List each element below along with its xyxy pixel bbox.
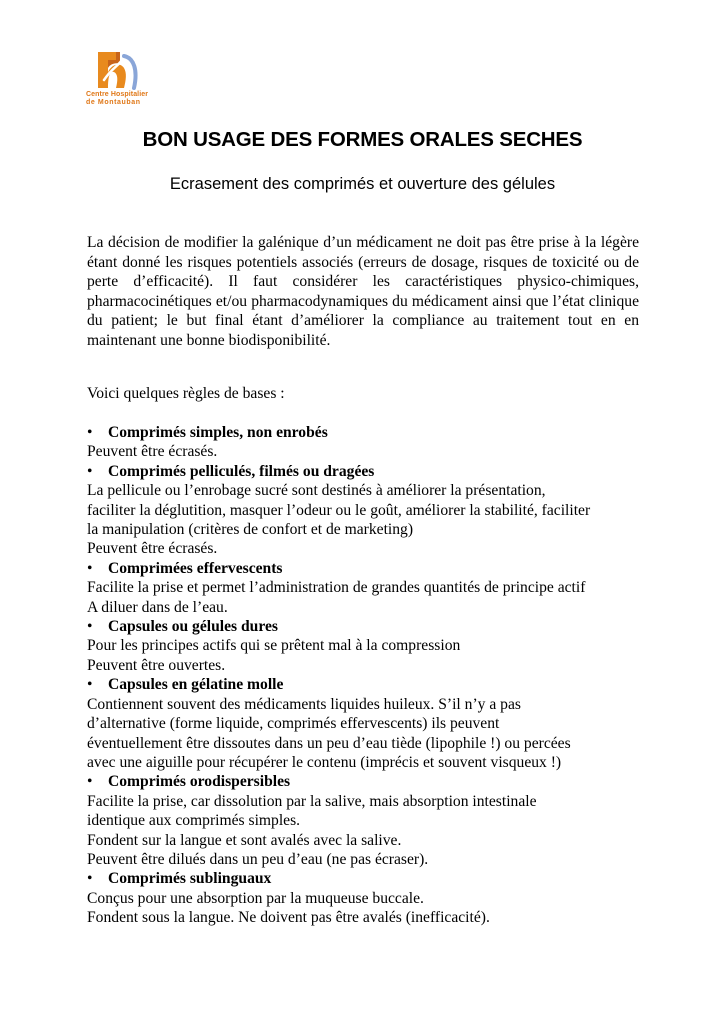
rule-line: Pour les principes actifs qui se prêtent mal à la compression [87,637,461,655]
logo-text-line1: Centre Hospitalier [86,91,149,98]
rule-heading-text: Comprimés simples, non enrobés [108,424,328,441]
rule-line: Peuvent être écrasés. [87,443,218,461]
rule-line: La pellicule ou l’enrobage sucré sont destinés à améliorer la présentation, [87,482,546,500]
rule-line: Conçus pour une absorption par la muqueuse buccale. [87,889,424,907]
rule-line: Contiennent souvent des médicaments liquides huileux. S’il n’y a pas [87,695,521,713]
hospital-logo-mark-icon [94,50,140,90]
bullet-icon: • [87,559,93,577]
rule-heading [87,617,647,636]
rule-line: Facilite la prise, car dissolution par la salive, mais absorption intestinale [87,792,537,810]
rule-line: Peuvent être écrasés. [87,540,218,558]
rule-heading-text: Capsules en gélatine molle [108,676,284,694]
rule-line: Peuvent être ouvertes. [87,656,226,674]
rule-heading-text: Comprimés orodispersibles [108,773,291,791]
rule-heading [87,462,647,481]
bullet-icon: • [87,618,93,636]
rule-heading [87,869,647,888]
rule-line: éventuellement être dissoutes dans un peu d’eau tiède (lipophile !) ou percées [87,734,571,752]
page-subtitle: Ecrasement des comprimés et ouverture des gélules [169,175,556,193]
rule-heading-text: Comprimés sublinguaux [108,870,272,888]
rule-line: Facilite la prise et permet l’administration de grandes quantités de principe actif [87,579,586,597]
bullet-icon: • [87,870,93,888]
logo-text-line2: de Montauban [86,99,141,106]
page-title: BON USAGE DES FORMES ORALES SECHES [142,128,583,151]
rule-line: Fondent sur la langue et sont avalés avec la salive. [87,831,402,849]
rule-heading-text: Capsules ou gélules dures [108,618,278,636]
bullet-icon: • [87,424,93,441]
rule-heading-text: Comprimés pelliculés, filmés ou dragées [108,462,375,480]
rule-line: d’alternative (forme liquide, comprimés effervescents) ils peuvent [87,715,500,733]
rule-line: A diluer dans de l’eau. [87,598,228,616]
rule-heading [87,559,647,578]
rule-heading [87,423,647,442]
rules-lead: Voici quelques règles de bases : [87,385,285,402]
rule-heading-text: Comprimées effervescents [108,559,283,577]
bullet-icon: • [87,676,93,694]
rule-line: Peuvent être dilués dans un peu d’eau (ne pas écraser). [87,850,429,868]
rule-line: faciliter la déglutition, masquer l’odeur ou le goût, améliorer la stabilité, faciliter [87,501,591,519]
rule-line: la manipulation (critères de confort et de marketing) [87,521,414,539]
rule-line: Fondent sous la langue. Ne doivent pas être avalés (inefficacité). [87,909,490,927]
rules-list [87,423,647,928]
rule-heading [87,675,647,694]
rule-heading [87,772,647,791]
rule-line: identique aux comprimés simples. [87,812,301,830]
intro-paragraph: La décision de modifier la galénique d’un médicament ne doit pas être prise à la légère étant donné les risques potentiels associés (erreurs de dosage, risques de toxicité ou de perte d’efficacité). Il faut considérer les caractéristiques physico-chimiques, pharmacocinétiques et/ou pharmacodynamiques du médicament ainsi que l’état clinique du patient; le but final étant d’améliorer la compliance au traitement tout en en maintenant une bonne biodisponibilité. [87,234,639,349]
rule-line: avec une aiguille pour récupérer le contenu (imprécis et souvent visqueux !) [87,753,562,771]
bullet-icon: • [87,773,93,791]
hospital-logo [86,50,166,110]
bullet-icon: • [87,462,93,480]
